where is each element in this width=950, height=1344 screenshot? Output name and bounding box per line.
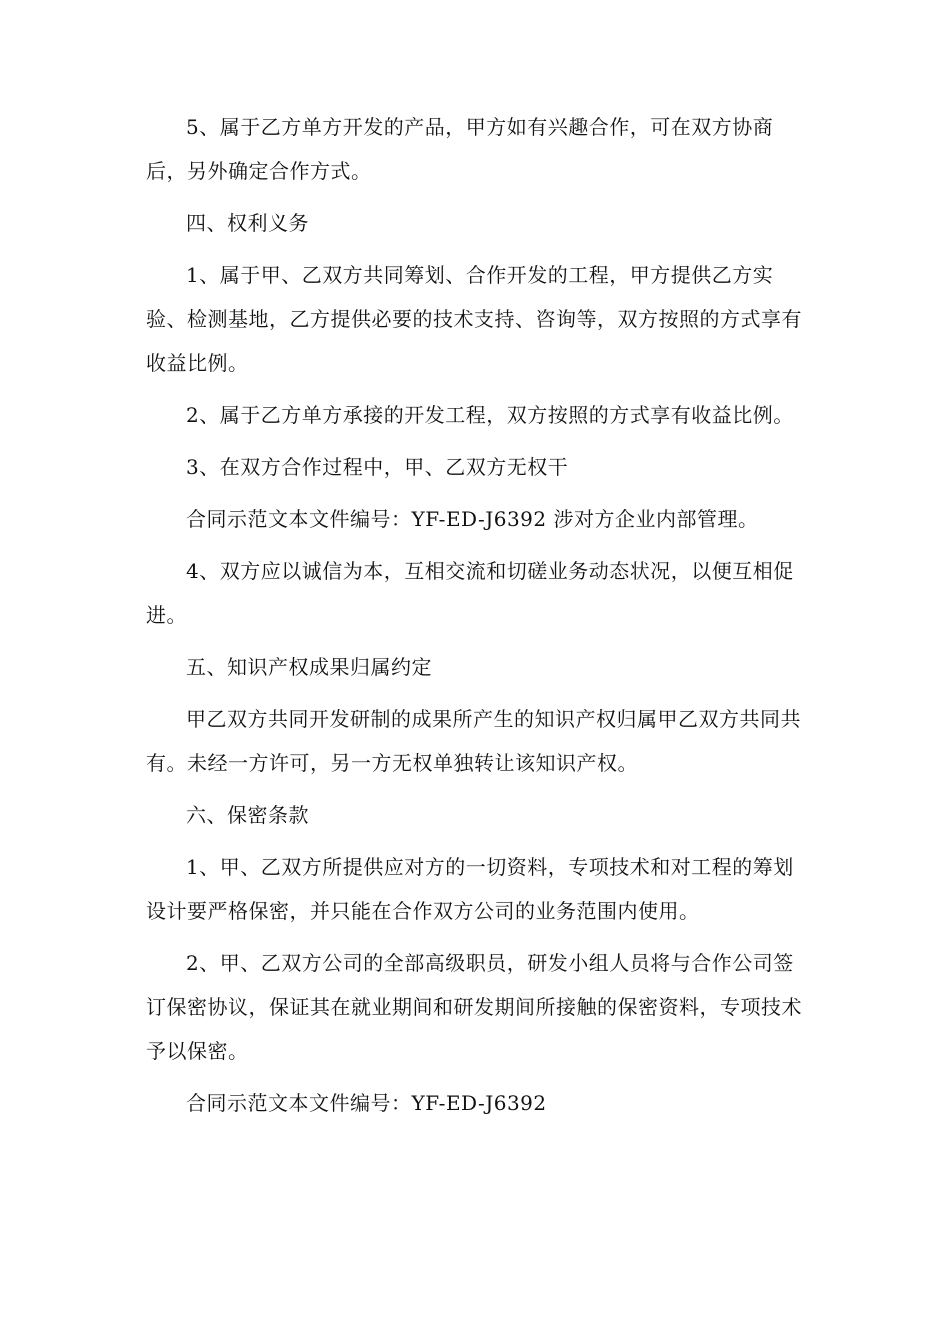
section-4-heading: 四、权利义务 bbox=[186, 211, 309, 235]
rights-clause-2-paragraph: 2、属于乙方单方承接的开发工程，双方按照的方式享有收益比例。 bbox=[186, 403, 794, 427]
confidentiality-clause-1-paragraph: 1、甲、乙双方所提供应对方的一切资料，专项技术和对工程的筹划设计要严格保密，并只能在合作双方公司的业务范围内使用。 bbox=[146, 855, 794, 923]
document-number-footer: 合同示范文本文件编号：YF-ED-J6392 bbox=[186, 1091, 547, 1115]
document-number-line: 合同示范文本文件编号：YF-ED-J6392 涉对方企业内部管理。 bbox=[186, 507, 759, 531]
rights-clause-1-paragraph: 1、属于甲、乙双方共同筹划、合作开发的工程，甲方提供乙方实验、检测基地，乙方提供必要的技术支持、咨询等，双方按照的方式享有收益比例。 bbox=[146, 263, 802, 375]
section-5-heading: 五、知识产权成果归属约定 bbox=[186, 655, 432, 679]
document-body bbox=[146, 105, 806, 1133]
section-6-heading: 六、保密条款 bbox=[186, 803, 309, 827]
clause-5-paragraph: 5、属于乙方单方开发的产品，甲方如有兴趣合作，可在双方协商后，另外确定合作方式。 bbox=[146, 115, 774, 183]
rights-clause-4-paragraph: 4、双方应以诚信为本，互相交流和切磋业务动态状况，以便互相促进。 bbox=[146, 559, 794, 627]
ip-ownership-paragraph: 甲乙双方共同开发研制的成果所产生的知识产权归属甲乙双方共同共有。未经一方许可，另一方无权单独转让该知识产权。 bbox=[146, 707, 801, 775]
confidentiality-clause-2-paragraph: 2、甲、乙双方公司的全部高级职员，研发小组人员将与合作公司签订保密协议，保证其在就业期间和研发期间所接触的保密资料，专项技术予以保密。 bbox=[146, 951, 802, 1063]
rights-clause-3-paragraph: 3、在双方合作过程中，甲、乙双方无权干 bbox=[186, 455, 569, 479]
